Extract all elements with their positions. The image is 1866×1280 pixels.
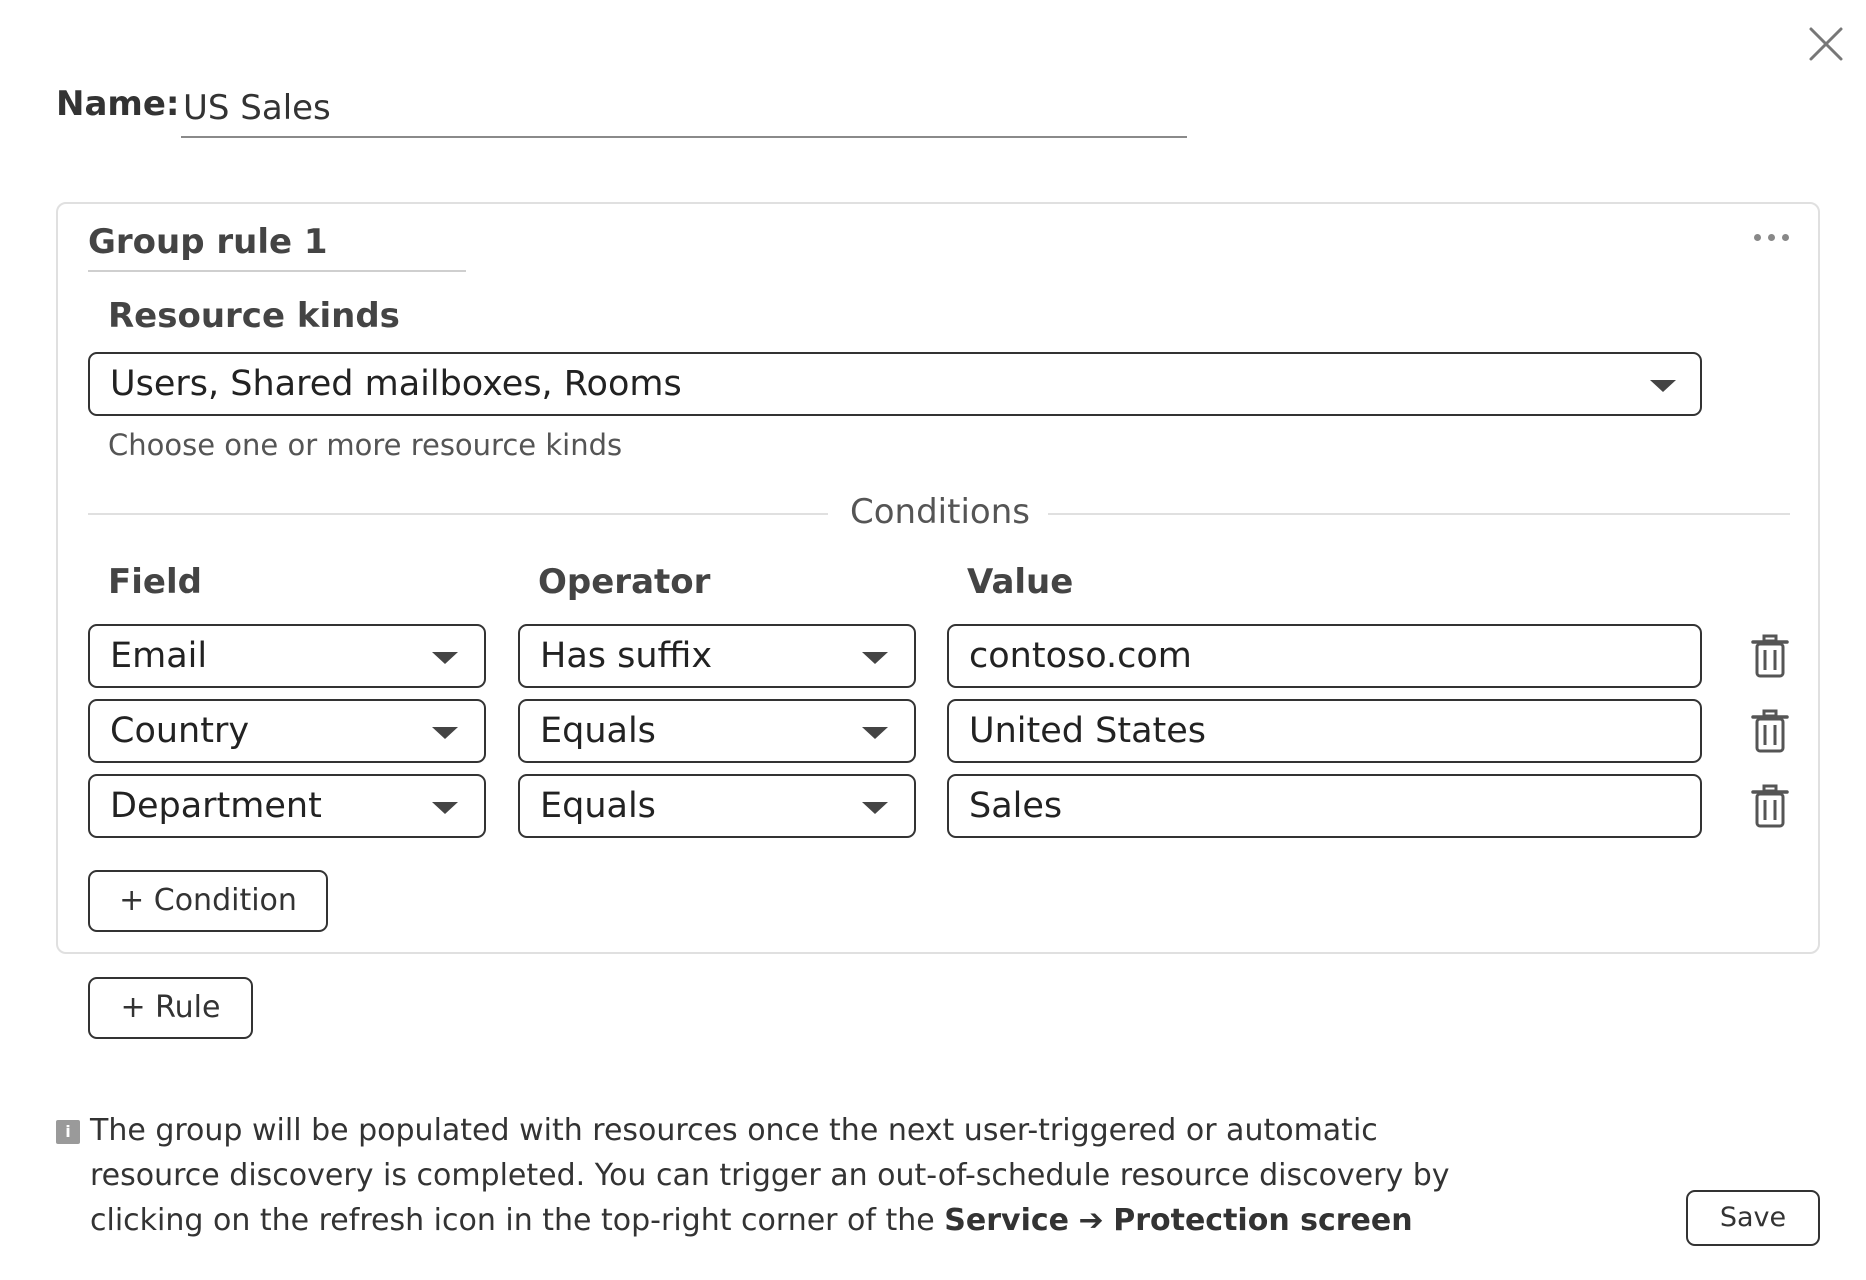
resource-kinds-hint: Choose one or more resource kinds [108,428,623,462]
trash-icon [1750,782,1790,830]
name-label: Name: [56,84,180,124]
condition-value-input[interactable] [947,774,1702,838]
operator-column-header: Operator [538,562,711,602]
info-icon: i [56,1120,80,1144]
chevron-down-icon [432,652,458,664]
delete-condition-button[interactable] [1750,782,1790,830]
info-protection-link: Protection screen [1113,1203,1413,1238]
arrow-right-icon: ➔ [1078,1203,1104,1238]
conditions-title: Conditions [850,492,1030,532]
condition-operator-select[interactable] [518,774,916,838]
condition-field-value: Department [110,786,322,826]
chevron-down-icon [862,727,888,739]
resource-kinds-label: Resource kinds [108,296,400,336]
condition-operator-select[interactable] [518,624,916,688]
more-horizontal-icon [1754,234,1761,241]
chevron-down-icon [1650,380,1676,392]
info-message-text: The group will be populated with resources once the next user-triggered or automatic resource discovery is completed. You can trigger an out-of-schedule resource discovery by clicking on the refresh icon in the top-right corner of the [90,1113,1450,1238]
condition-operator-value: Equals [540,711,656,751]
condition-field-select[interactable] [88,699,486,763]
chevron-down-icon [432,802,458,814]
delete-condition-button[interactable] [1750,707,1790,755]
condition-operator-value: Has suffix [540,636,713,676]
trash-icon [1750,632,1790,680]
chevron-down-icon [862,802,888,814]
field-column-header: Field [108,562,202,602]
add-condition-button[interactable]: + Condition [88,870,328,932]
info-message [90,1108,1470,1243]
chevron-down-icon [862,652,888,664]
condition-operator-select[interactable] [518,699,916,763]
resource-kinds-select[interactable] [88,352,1702,416]
close-icon [1806,24,1846,64]
value-column-header: Value [967,562,1074,602]
add-rule-button[interactable]: + Rule [88,977,253,1039]
delete-condition-button[interactable] [1750,632,1790,680]
name-input[interactable] [181,80,1187,138]
rule-more-button[interactable] [1750,222,1794,252]
chevron-down-icon [432,727,458,739]
condition-field-select[interactable] [88,774,486,838]
conditions-divider-left [88,513,828,515]
trash-icon [1750,707,1790,755]
resource-kinds-value: Users, Shared mailboxes, Rooms [110,364,682,404]
condition-field-value: Country [110,711,250,751]
save-button[interactable]: Save [1686,1190,1820,1246]
condition-value-input[interactable] [947,624,1702,688]
condition-field-select[interactable] [88,624,486,688]
condition-operator-value: Equals [540,786,656,826]
conditions-divider-right [1048,513,1790,515]
close-button[interactable] [1806,24,1846,64]
rule-title[interactable]: Group rule 1 [88,218,466,272]
condition-value-input[interactable] [947,699,1702,763]
info-service-link: Service [944,1203,1069,1238]
condition-field-value: Email [110,636,208,676]
